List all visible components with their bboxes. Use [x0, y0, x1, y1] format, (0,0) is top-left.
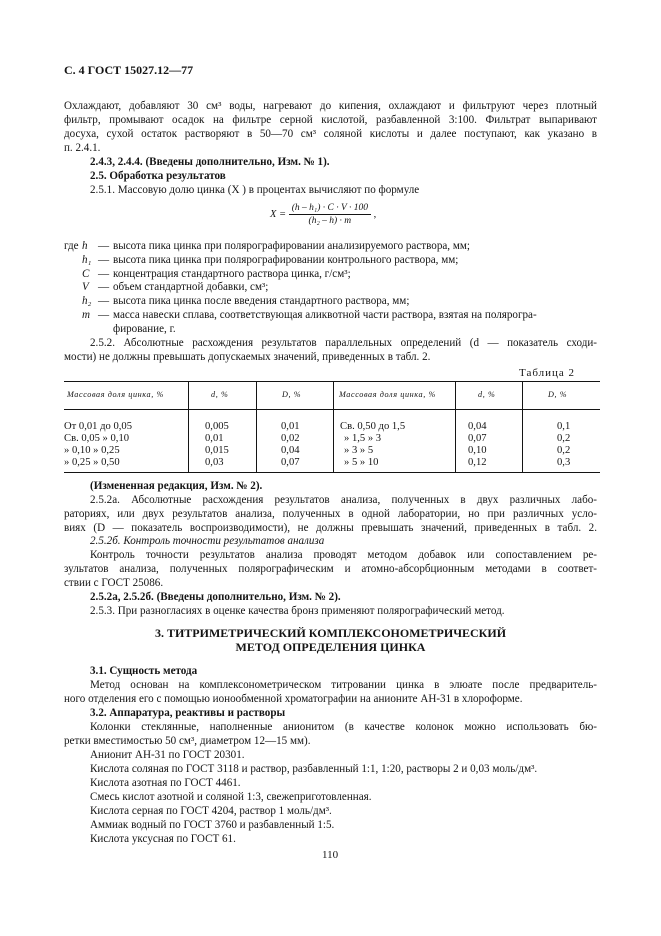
reagent-line: Анионит АН-31 по ГОСТ 20301.	[90, 749, 245, 761]
intro-line-3: досуха, сухой остаток растворяют в 50—70 см³ соляной кислоты и далее поступают, как указано в	[64, 128, 597, 140]
document-page: С. 4 ГОСТ 15027.12—77 Охлаждают, добавляют 30 см³ воды, нагревают до кипения, охлаждают и фильтруют через плотный фильтр, промывают осадок на фильтре серной кислотой, разбавленной 3:100. Фильтрат выпаривают досуха, сухой остаток растворяют в 50—70 см³ соляной кислоты и далее поступают, как указано в п. 2.4.1. 2.4.3, 2.4.4. (Введены дополнительно, Изм. № 1). 2.5. Обработка результатов 2.5.1. Массовую долю цинка (X ) в процентах вычисляют по формуле X = $\frac{\text{(h – h₁) · C · V · 100}}{\text{(h₂ – h) · m}}$ , где h — высота пика цинка при полярографировании анализируемого раствора, мм; h₁ — высота пика цинка при полярографировании контрольного раствора, мм; C — концентрация стандартного раствора цинка, г/см³; V — объем стандартной добавки, см³; h₂ — высота пика цинка после введения стандартного раствора, мм; m — масса навески сплава, соответствующая аликвотной части раствора, взятая на полярогра- фирование, г. 2.5.2. Абсолютные расхождения результатов параллельных определений (d — показатель сходи- мости) не должны превышать допускаемых значений, приведенных в табл. 2. Таблица 2 Массовая доля цинка, % d, % D, % Массовая доля цинка, % d, % D, % От 0,01 до 0,05 Св. 0,05 » 0,10 » 0,10 » 0,25 » 0,25 » 0,50 0,005 0,01 0,015 0,03 0,01 0,02 0,04 0,07 Св. 0,50 до 1,5 » 1,5 » 3 » 3 » 5 » 5 » 10 0,04 0,07 0,10 0,12 0,1 0,2 0,2 0,3 (Измененная редакция, Изм. № 2). 2.5.2а. Абсолютные расхождения результатов анализа, полученных в двух различных лабо- раториях, или двух результатов анализа, полученных в одной лаборатории, но при различных усло- виях (D — показатель воспроизводимости), не должны превышать значений, приведенных в табл. 2. 2.5.2б. Контроль точности результатов анализа Контроль точности результатов анализа проводят методом добавок или сопоставлением ре- зультатов анализа, полученных полярографическим и атомно-абсорбционным методами в соответ- ствии с ГОСТ 25086. 2.5.2а, 2.5.2б. (Введены дополнительно, Изм. № 2). 2.5.3. При разногласиях в оценке качества бронз применяют полярографический метод. 3. ТИТРИМЕТРИЧЕСКИЙ КОМПЛЕКСОНОМЕТРИЧЕСКИЙ МЕТОД ОПРЕДЕЛЕНИЯ ЦИНКА 3.1. Сущность метода Метод основан на комплексонометрическом титровании цинка в элюате после предваритель- ного отделения его с помощью ионообменной хроматографии на анионите АН-31 в хлороформе. 3.2. Аппаратура, реактивы и растворы Колонки стеклянные, наполненные анионитом (в качестве колонок можно использовать бю- ретки вместимостью 50 см³, диаметром 12—15 мм). Анионит АН-31 по ГОСТ 20301. Кислота соляная по ГОСТ 3118 и раствор, разбавленный 1:1, 1:20, растворы 2 и 0,03 моль/дм³. Кислота азотная по ГОСТ 4461. Смесь кислот азотной и соляной 1:3, свежеприготовленная. Кислота серная по ГОСТ 4204, раствор 1 моль/дм³. Аммиак водный по ГОСТ 3760 и разбавленный 1:5. Кислота уксусная по ГОСТ 61. 110	[0, 0, 661, 936]
clause-2-5-2a-line-3: виях (D — показатель воспроизводимости), не должны превышать значений, приведенных в табл. 2.	[64, 522, 597, 534]
table-cell: » 0,25 » 0,50	[64, 457, 120, 468]
table-caption: Таблица 2	[519, 367, 576, 379]
table-cell: » 3 » 5	[344, 445, 374, 456]
symbol-desc-continuation: фирование, г.	[113, 323, 176, 335]
table-cell: 0,01	[281, 421, 300, 432]
table-header-cell: d, %	[211, 390, 229, 399]
table-cell: 0,1	[557, 421, 571, 432]
table-header-cell: d, %	[478, 390, 496, 399]
reagent-line: Аммиак водный по ГОСТ 3760 и разбавленный 1:5.	[90, 819, 335, 831]
table-cell: 0,10	[468, 445, 487, 456]
formula-denominator: (h₂ – h) · m	[308, 216, 352, 226]
clause-2-5-2a-line-1: 2.5.2а. Абсолютные расхождения результатов анализа, полученных в двух различных лабо-	[90, 494, 597, 506]
clause-2-5-1: 2.5.1. Массовую долю цинка (X ) в процентах вычисляют по формуле	[90, 184, 420, 196]
table-cell: 0,3	[557, 457, 571, 468]
symbol: h	[82, 240, 88, 252]
table-bottom-rule	[64, 472, 600, 473]
reagent-line: Кислота уксусная по ГОСТ 61.	[90, 833, 236, 845]
table-cell: 0,04	[281, 445, 300, 456]
symbol-desc: высота пика цинка при полярографировании контрольного раствора, мм;	[113, 254, 459, 266]
table-cell: 0,015	[205, 445, 229, 456]
formula-trail: ,	[373, 209, 377, 220]
symbol: m	[82, 309, 91, 321]
table-cell: От 0,01 до 0,05	[64, 421, 132, 432]
formula	[270, 203, 376, 226]
amendment-note-1: 2.4.3, 2.4.4. (Введены дополнительно, Изм. № 1).	[90, 156, 330, 168]
reagent-line: Смесь кислот азотной и соляной 1:3, свежеприготовленная.	[90, 791, 372, 803]
table-divider	[333, 381, 334, 472]
table-cell: 0,07	[281, 457, 300, 468]
symbol-desc: масса навески сплава, соответствующая аликвотной части раствора, взятая на полярогра-	[113, 309, 537, 321]
symbol-desc: концентрация стандартного раствора цинка, г/см³;	[113, 268, 351, 280]
intro-line-2: фильтр, промывают осадок на фильтре серной кислотой, разбавленной 3:100. Фильтрат выпаривают	[64, 114, 597, 126]
table-cell: 0,12	[468, 457, 487, 468]
intro-line-4: п. 2.4.1.	[64, 142, 101, 154]
symbol-desc: объем стандартной добавки, см³;	[113, 281, 269, 293]
section-3-1-line-1: Метод основан на комплексонометрическом титровании цинка в элюате после предваритель-	[90, 679, 597, 691]
symbol-desc: высота пика цинка при полярографировании анализируемого раствора, мм;	[113, 240, 470, 252]
table-header-rule	[64, 409, 600, 410]
table-cell: » 0,10 » 0,25	[64, 445, 120, 456]
table-cell: » 1,5 » 3	[344, 433, 382, 444]
symbol: V	[82, 281, 89, 293]
clause-2-5-2b-title: 2.5.2б. Контроль точности результатов анализа	[90, 535, 325, 547]
table-cell: 0,005	[205, 421, 229, 432]
reagent-line: Колонки стеклянные, наполненные анионитом (в качестве колонок можно использовать бю-	[90, 721, 597, 733]
intro-line-1: Охлаждают, добавляют 30 см³ воды, нагревают до кипения, охлаждают и фильтруют через плотный	[64, 100, 597, 112]
symbol-desc: высота пика цинка после введения стандартного раствора, мм;	[113, 295, 410, 307]
section-3-2-heading: 3.2. Аппаратура, реактивы и растворы	[90, 707, 286, 719]
page-header: С. 4 ГОСТ 15027.12—77	[64, 63, 194, 77]
table-header-cell: D, %	[548, 390, 568, 399]
symbol: h₂	[82, 295, 92, 307]
clause-2-5-2b-line-3: ствии с ГОСТ 25086.	[64, 577, 164, 589]
reagent-line: Кислота серная по ГОСТ 4204, раствор 1 моль/дм³.	[90, 805, 332, 817]
where-label: где	[64, 240, 79, 252]
table-divider	[188, 381, 189, 472]
table-divider	[522, 381, 523, 472]
section-3-title-line-1: 3. ТИТРИМЕТРИЧЕСКИЙ КОМПЛЕКСОНОМЕТРИЧЕСКИЙ	[154, 626, 507, 640]
reagent-line: Кислота азотная по ГОСТ 4461.	[90, 777, 241, 789]
table-divider	[455, 381, 456, 472]
table-header-cell: Массовая доля цинка, %	[339, 390, 436, 399]
formula-numerator: (h – h₁) · C · V · 100	[289, 203, 371, 215]
edit-note: (Измененная редакция, Изм. № 2).	[90, 480, 263, 492]
table-cell: 0,04	[468, 421, 487, 432]
table-header-cell: Массовая доля цинка, %	[67, 390, 164, 399]
table-top-rule	[64, 381, 600, 382]
table-cell: 0,2	[557, 445, 571, 456]
symbol: C	[82, 268, 90, 280]
amendment-note-2: 2.5.2а, 2.5.2б. (Введены дополнительно, Изм. № 2).	[90, 591, 341, 603]
table-header-cell: D, %	[282, 390, 302, 399]
section-2-5-heading: 2.5. Обработка результатов	[90, 170, 226, 182]
table-cell: 0,01	[205, 433, 224, 444]
clause-2-5-2-line-2: мости) не должны превышать допускаемых значений, приведенных в табл. 2.	[64, 351, 431, 363]
section-3-1-heading: 3.1. Сущность метода	[90, 665, 198, 677]
table-cell: 0,03	[205, 457, 224, 468]
clause-2-5-2b-line-1: Контроль точности результатов анализа проводят методом добавок или сопоставлением ре-	[90, 549, 597, 561]
formula-lhs: X =	[270, 209, 287, 220]
symbol: h₁	[82, 254, 92, 266]
table-cell: Св. 0,50 до 1,5	[340, 421, 406, 432]
section-3-1-line-2: ного отделения его с помощью ионообменной хроматографии на анионите АН-31 в хлороформе.	[64, 693, 523, 705]
table-cell: 0,02	[281, 433, 300, 444]
clause-2-5-2b-line-2: зультатов анализа, полученных полярографическим и атомно-абсорбционным методами в соответ-	[64, 563, 597, 575]
reagent-line: Кислота соляная по ГОСТ 3118 и раствор, разбавленный 1:1, 1:20, растворы 2 и 0,03 моль/дм³.	[90, 763, 538, 775]
section-3-title-line-2: МЕТОД ОПРЕДЕЛЕНИЯ ЦИНКА	[235, 640, 426, 654]
reagent-line: ретки вместимостью 50 см³, диаметром 12—15 мм).	[64, 735, 311, 747]
formula-fraction	[289, 203, 371, 226]
clause-2-5-3: 2.5.3. При разногласиях в оценке качества бронз применяют полярографический метод.	[90, 605, 505, 617]
table-cell: Св. 0,05 » 0,10	[64, 433, 130, 444]
table-cell: 0,2	[557, 433, 571, 444]
table-divider	[256, 381, 257, 472]
page-number: 110	[322, 849, 339, 861]
table-cell: 0,07	[468, 433, 487, 444]
clause-2-5-2a-line-2: раториях, или двух результатов анализа, полученных в одной лаборатории, но при различных усло-	[64, 508, 597, 520]
clause-2-5-2-line-1: 2.5.2. Абсолютные расхождения результатов параллельных определений (d — показатель сходи-	[90, 337, 597, 349]
table-cell: » 5 » 10	[344, 457, 379, 468]
